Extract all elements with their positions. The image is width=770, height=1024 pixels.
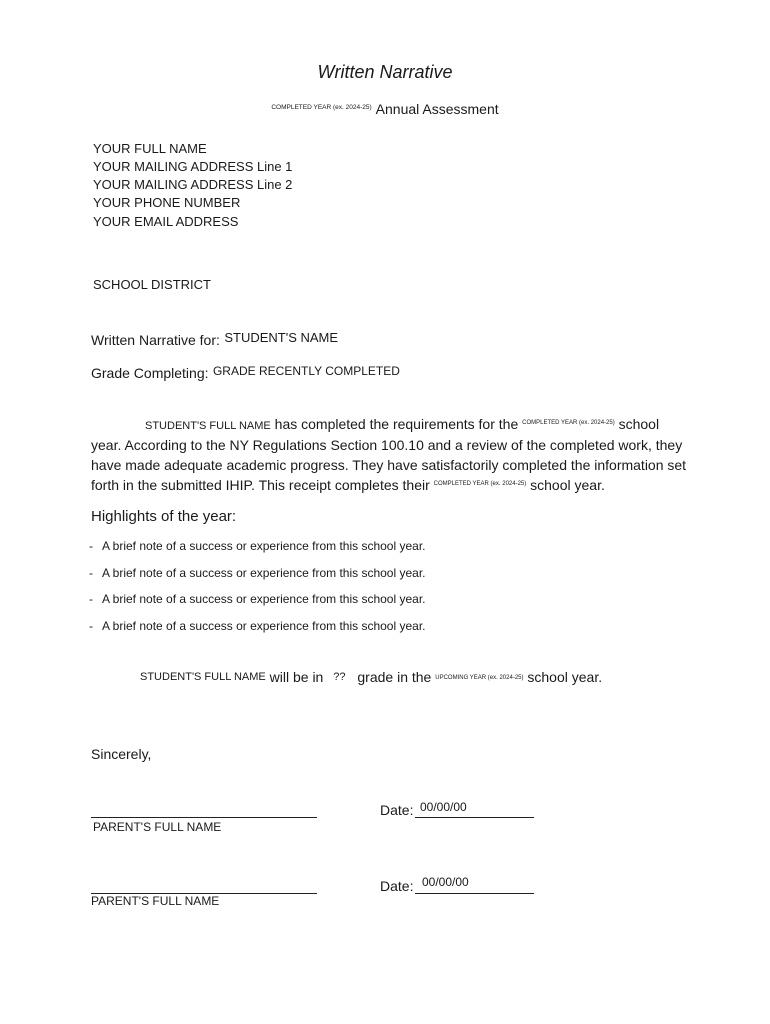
sender-name-field[interactable]: YOUR FULL NAME [93,141,207,156]
paragraph-text-3: school year. [530,476,605,493]
sender-address1-field[interactable]: YOUR MAILING ADDRESS Line 1 [93,159,293,174]
paragraph-text-1: has completed the requirements for the [274,416,519,432]
school-district-field[interactable]: SCHOOL DISTRICT [93,277,211,292]
next-year-sentence [140,669,602,685]
completed-year-field[interactable]: COMPLETED YEAR (ex. 2024-25) [271,104,372,111]
date-line [415,817,534,818]
next-year-text-2: grade in the [357,669,432,685]
document-title: Written Narrative [317,62,453,82]
sender-address2-field[interactable]: YOUR MAILING ADDRESS Line 2 [93,177,293,192]
grade-completed-field[interactable]: GRADE RECENTLY COMPLETED [212,364,400,378]
sender-email-field[interactable]: YOUR EMAIL ADDRESS [93,214,239,229]
parent-name-field[interactable]: PARENT'S FULL NAME [93,820,222,834]
completed-year-field-1[interactable]: COMPLETED YEAR (ex. 2024-25) [522,420,615,426]
next-student-name-field[interactable]: STUDENT'S FULL NAME [140,671,266,683]
highlights-heading: Highlights of the year: [91,508,237,525]
highlight-text[interactable]: A brief note of a success or experience from this school year. [102,566,426,580]
date-label: Date: [380,878,414,894]
date-line [415,893,534,894]
student-full-name-field[interactable]: STUDENT'S FULL NAME [145,420,271,432]
sender-phone-field[interactable]: YOUR PHONE NUMBER [93,195,241,210]
narrative-for-row [91,330,338,350]
highlight-item: - A brief note of a success or experience from this school year. [89,539,426,553]
next-year-text-3: school year. [527,669,603,685]
signature-line[interactable] [91,817,317,818]
grade-completing-row [91,364,400,383]
next-year-text-1: will be in [269,669,324,685]
highlight-text[interactable]: A brief note of a success or experience from this school year. [102,539,426,553]
highlight-item: - A brief note of a success or experience from this school year. [89,592,426,606]
date-field[interactable]: 00/00/00 [422,875,469,889]
narrative-paragraph [91,414,691,495]
next-grade-field[interactable]: ?? [333,671,346,683]
date-label: Date: [380,802,414,818]
paragraph-text-2: school year. According to the NY Regulations Section 100.10 and a review of the completed work, they have made adequate academic progress. They have satisfactorily completed the information set forth in the submitted IHIP. This receipt completes their [91,416,687,493]
highlight-item: - A brief note of a success or experience from this school year. [89,619,426,633]
upcoming-year-field[interactable]: UPCOMING YEAR (ex. 2024-25) [435,675,524,681]
highlight-text[interactable]: A brief note of a success or experience from this school year. [102,592,426,606]
highlight-text[interactable]: A brief note of a success or experience from this school year. [102,619,426,633]
highlight-item: - A brief note of a success or experience from this school year. [89,566,426,580]
salutation: Sincerely, [91,746,152,762]
subtitle-text: Annual Assessment [375,101,499,117]
grade-completing-label: Grade Completing: [91,365,209,381]
completed-year-field-2[interactable]: COMPLETED YEAR (ex. 2024-25) [433,480,527,487]
parent-name-field[interactable]: PARENT'S FULL NAME [91,894,220,908]
narrative-for-label: Written Narrative for: [91,332,220,348]
student-name-field[interactable]: STUDENT'S NAME [224,330,339,345]
date-field[interactable]: 00/00/00 [420,800,467,814]
document-subtitle [0,101,770,117]
